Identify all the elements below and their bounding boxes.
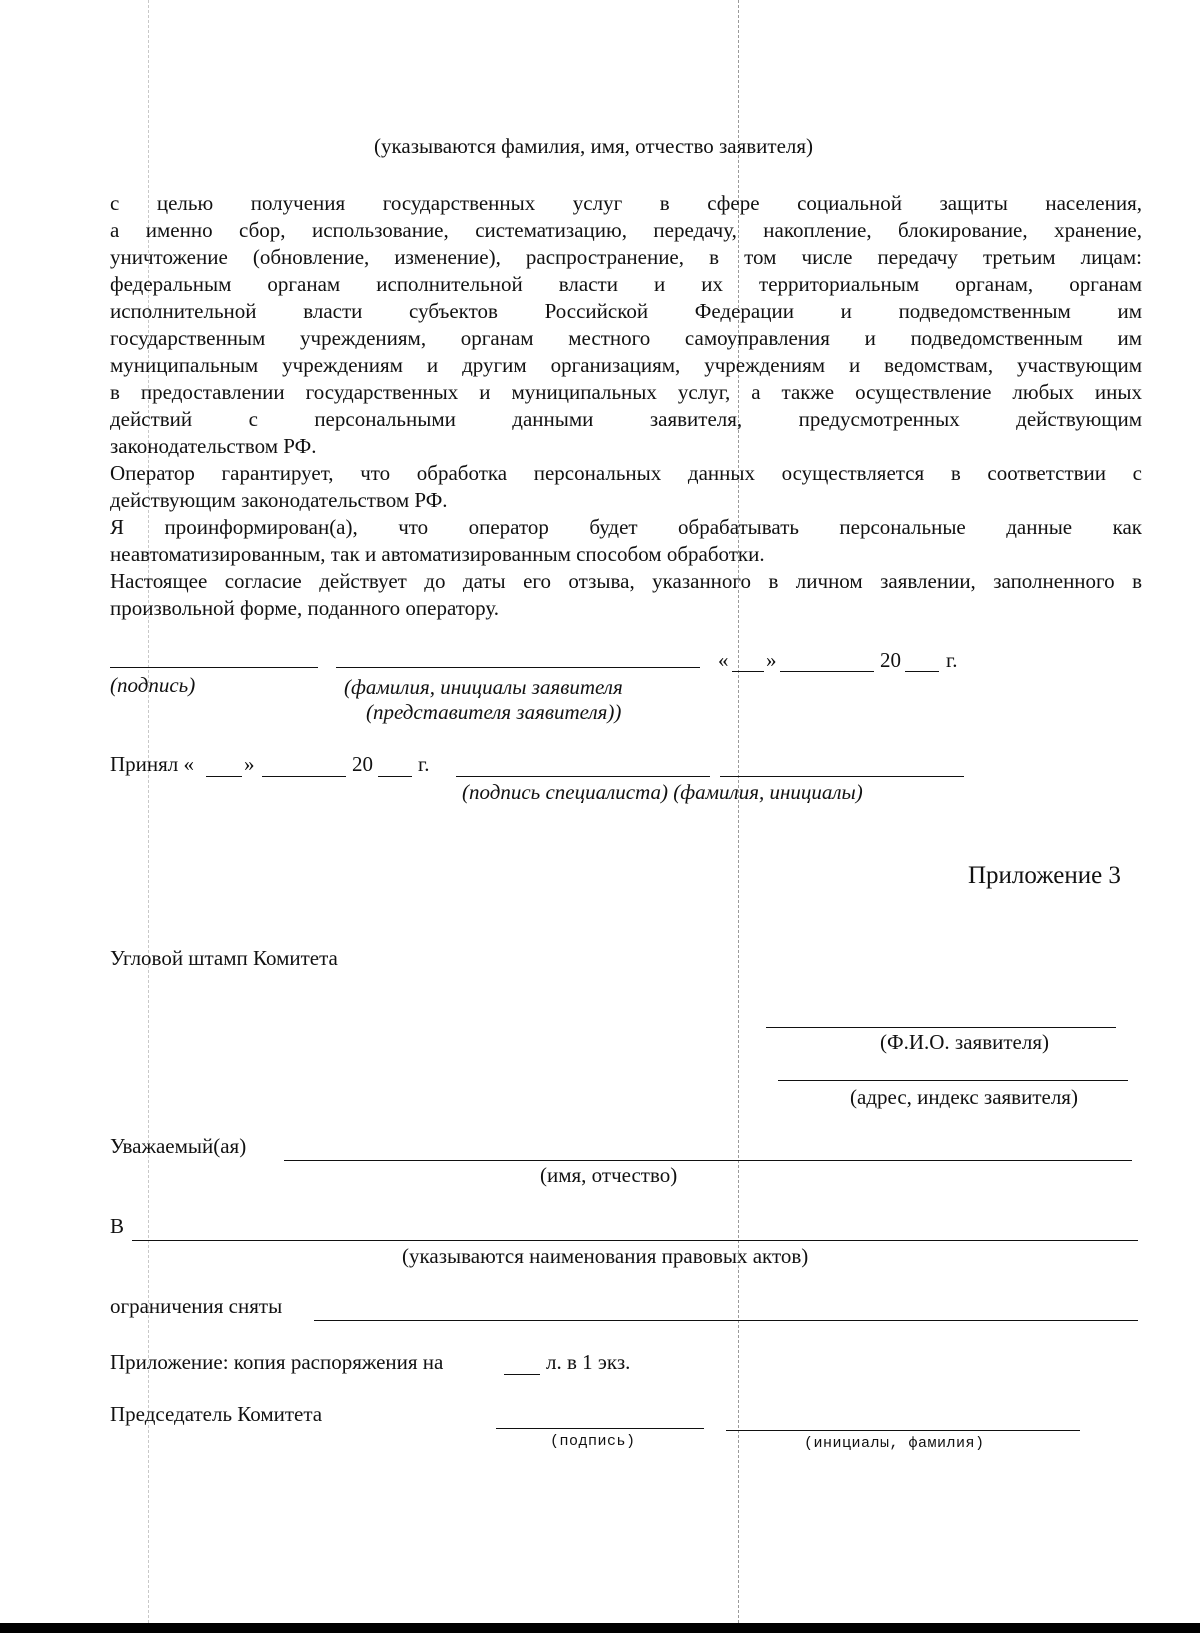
date-close-quote: » — [766, 648, 777, 672]
text-line: муниципальным учреждениям и другим организациям, учреждениям и ведомствам, участвующим — [110, 353, 1142, 377]
acts-caption: (указываются наименования правовых актов) — [402, 1244, 809, 1268]
date-year-suffix: г. — [946, 648, 958, 672]
applicant-name-label: (фамилия, инициалы заявителя — [344, 675, 623, 699]
text-line: исполнительной власти субъектов Российской Федерации и подведомственным им — [110, 299, 1142, 323]
text-line: государственным учреждениям, органам местного самоуправления и подведомственным им — [110, 326, 1142, 350]
corner-stamp-label: Угловой штамп Комитета — [110, 946, 338, 970]
scan-bottom-edge — [0, 1623, 1200, 1633]
specialist-name-line[interactable] — [720, 776, 964, 777]
date-year-prefix: 20 — [880, 648, 901, 672]
date-month-line[interactable] — [780, 671, 874, 672]
date-day-line[interactable] — [732, 671, 764, 672]
chairman-label: Председатель Комитета — [110, 1402, 323, 1426]
applicant-fio-line[interactable] — [766, 1027, 1116, 1028]
appendix-title: Приложение 3 — [968, 862, 1121, 889]
text-line: федеральным органам исполнительной власти и их территориальным органам, органам — [110, 272, 1142, 296]
accepted-month-line[interactable] — [262, 776, 346, 777]
text-line: неавтоматизированным, так и автоматизированным способом обработки. — [110, 542, 765, 566]
date-year-line[interactable] — [905, 671, 939, 672]
accepted-year-prefix: 20 — [352, 752, 373, 776]
accepted-close-quote: » — [244, 752, 255, 776]
acts-line[interactable] — [132, 1240, 1138, 1241]
specialist-caption: (подпись специалиста) (фамилия, инициалы) — [462, 780, 863, 804]
greeting-caption: (имя, отчество) — [540, 1163, 678, 1187]
acts-label: В — [110, 1214, 125, 1238]
text-line: Оператор гарантирует, что обработка персональных данных осуществляется в соответствии с — [110, 461, 1142, 485]
attachment-prefix: Приложение: копия распоряжения на — [110, 1350, 444, 1374]
text-line: в предоставлении государственных и муниципальных услуг, а также осуществление любых иных — [110, 380, 1142, 404]
specialist-signature-line[interactable] — [456, 776, 710, 777]
accepted-prefix: Принял « — [110, 752, 195, 776]
applicant-name-line[interactable] — [336, 667, 700, 668]
text-line: действий с персональными данными заявителя, предусмотренных действующим — [110, 407, 1142, 431]
accepted-day-line[interactable] — [206, 776, 242, 777]
signature-label: (подпись) — [110, 673, 196, 697]
text-line: уничтожение (обновление, изменение), распространение, в том числе передачу третьим лицам: — [110, 245, 1142, 269]
applicant-signature-line[interactable] — [110, 667, 318, 668]
applicant-fio-caption: (Ф.И.О. заявителя) — [880, 1030, 1049, 1054]
chairman-name-caption: (инициалы, фамилия) — [804, 1435, 985, 1452]
greeting-label: Уважаемый(ая) — [110, 1134, 247, 1158]
chairman-signature-line[interactable] — [496, 1428, 704, 1429]
date-open-quote: « — [718, 648, 729, 672]
applicant-address-caption: (адрес, индекс заявителя) — [850, 1085, 1078, 1109]
applicant-address-line[interactable] — [778, 1080, 1128, 1081]
representative-label: (представителя заявителя)) — [366, 700, 622, 724]
accepted-year-suffix: г. — [418, 752, 430, 776]
text-line: с целью получения государственных услуг в сфере социальной защиты населения, — [110, 191, 1142, 215]
text-line: Я проинформирован(а), что оператор будет обрабатывать персональные данные как — [110, 515, 1142, 539]
attachment-suffix: л. в 1 экз. — [546, 1350, 631, 1374]
chairman-name-line[interactable] — [726, 1430, 1080, 1431]
text-line: а именно сбор, использование, систематизацию, передачу, накопление, блокирование, хранение, — [110, 218, 1142, 242]
applicant-name-caption: (указываются фамилия, имя, отчество заявителя) — [374, 134, 814, 158]
attachment-pages-line[interactable] — [504, 1374, 540, 1375]
text-line: произвольной форме, поданного оператору. — [110, 596, 500, 620]
greeting-name-line[interactable] — [284, 1160, 1132, 1161]
consent-text — [110, 190, 1142, 622]
text-line: законодательством РФ. — [110, 434, 317, 458]
text-line: действующим законодательством РФ. — [110, 488, 448, 512]
chairman-signature-caption: (подпись) — [550, 1433, 636, 1450]
restrictions-label: ограничения сняты — [110, 1294, 283, 1318]
text-line: Настоящее согласие действует до даты его отзыва, указанного в личном заявлении, заполненного в — [110, 569, 1142, 593]
accepted-year-line[interactable] — [378, 776, 412, 777]
restrictions-line[interactable] — [314, 1320, 1138, 1321]
